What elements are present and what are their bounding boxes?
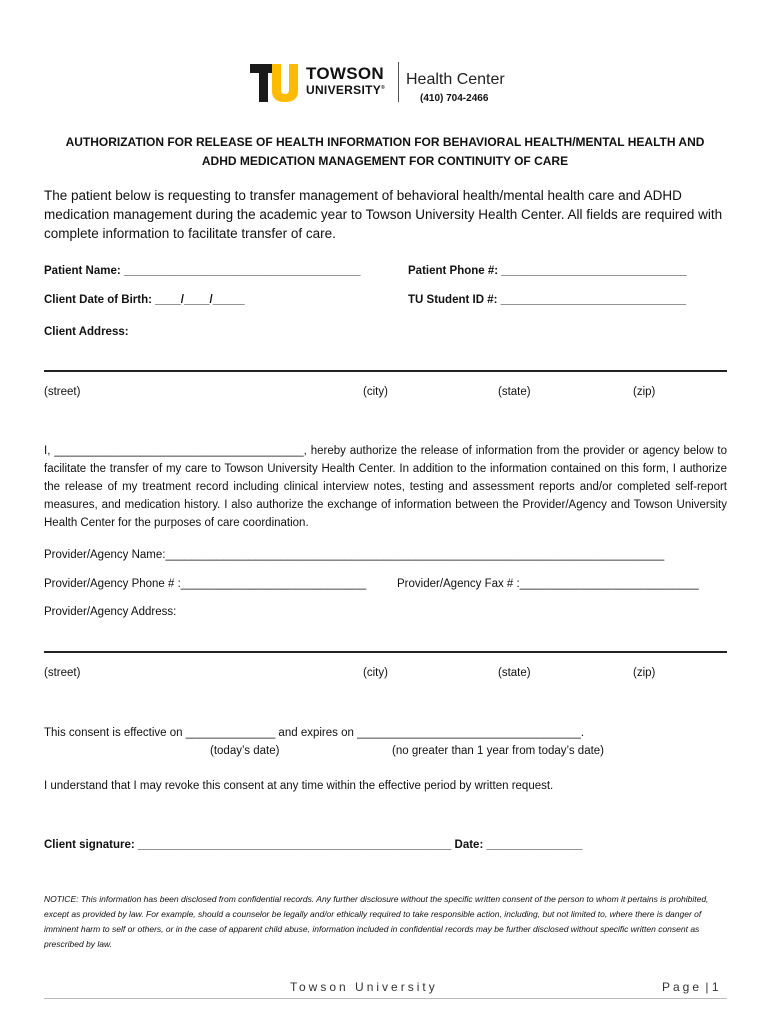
form-title-line2: ADHD MEDICATION MANAGEMENT FOR CONTINUITY OF CARE: [201, 154, 569, 168]
confidentiality-notice: NOTICE: This information has been disclosed from confidential records. Any further disclosure without the specific written consent of the person to whom it pertains is prohibited, except as provided by law. For example, should a counselor be legally and/or ethically required to take responsible action, including, but not limited to, where there is danger of imminent harm to self or others, or in the case of apparent child abuse, information included in confidential records may be further disclosed without specific written consent as prescribed by law.: [44, 894, 709, 949]
client-dob-field[interactable]: Client Date of Birth: ____/____/_____: [44, 294, 245, 306]
footer-university: Towson University: [290, 980, 438, 994]
address-street-label: (street): [44, 386, 81, 398]
student-id-field[interactable]: TU Student ID #: _____________________________: [408, 294, 687, 306]
header-phone: (410) 704-2466: [420, 93, 489, 104]
max-date-hint: (no greater than 1 year from today’s date): [392, 745, 605, 757]
address-zip-label: (zip): [633, 386, 656, 398]
provider-state-label: (state): [498, 667, 531, 679]
client-address-label: Client Address:: [44, 326, 129, 338]
patient-name-field[interactable]: Patient Name: _____________________________________: [44, 265, 361, 277]
consent-dates-field[interactable]: This consent is effective on ______________ and expires on ___________________________________.: [44, 727, 585, 739]
department-name: Health Center: [406, 71, 505, 88]
footer-page-number: Page | 1: [662, 980, 719, 994]
tu-logo-icon: [250, 64, 302, 102]
provider-fax-field[interactable]: Provider/Agency Fax # :____________________________: [397, 578, 699, 590]
revoke-statement: I understand that I may revoke this consent at any time within the effective period by written request.: [44, 780, 554, 792]
footer-rule: [44, 998, 727, 999]
provider-address-line[interactable]: [44, 651, 727, 653]
intro-text: The patient below is requesting to transfer management of behavioral health/mental health care and ADHD medication management during the academic year to Towson University Health Center. All fields are required with complete information to facilitate transfer of care.: [44, 188, 723, 241]
client-signature-field[interactable]: Client signature: _________________________________________________ Date: _______________: [44, 839, 583, 851]
form-title-line1: AUTHORIZATION FOR RELEASE OF HEALTH INFORMATION FOR BEHAVIORAL HEALTH/MENTAL HEALTH AND: [65, 135, 705, 149]
address-state-label: (state): [498, 386, 531, 398]
provider-phone-field[interactable]: Provider/Agency Phone # :_____________________________: [44, 578, 367, 590]
address-city-label: (city): [363, 386, 388, 398]
header-divider: [398, 62, 399, 102]
brand-name-line2: UNIVERSITY®: [306, 83, 385, 97]
patient-phone-field[interactable]: Patient Phone #: _____________________________: [408, 265, 687, 277]
provider-name-field[interactable]: Provider/Agency Name:______________________________________________________________________________: [44, 549, 665, 561]
provider-zip-label: (zip): [633, 667, 656, 679]
provider-address-label: Provider/Agency Address:: [44, 606, 177, 618]
provider-street-label: (street): [44, 667, 81, 679]
provider-city-label: (city): [363, 667, 388, 679]
authorization-paragraph: I, _______________________________________, hereby authorize the release of information from the provider or agency below to facilitate the transfer of my care to Towson University Health Center. In addition to the information contained on this form, I authorize the release of my treatment record including clinical interview notes, testing and assessment reports and/or completed self-report measures, and medication history. I also authorize the exchange of information between the Provider/Agency and Towson University Health Center for the purposes of care coordination.: [44, 445, 727, 529]
todays-date-hint: (today’s date): [210, 745, 280, 757]
brand-name-line1: TOWSON: [306, 64, 384, 83]
client-address-line[interactable]: [44, 370, 727, 372]
